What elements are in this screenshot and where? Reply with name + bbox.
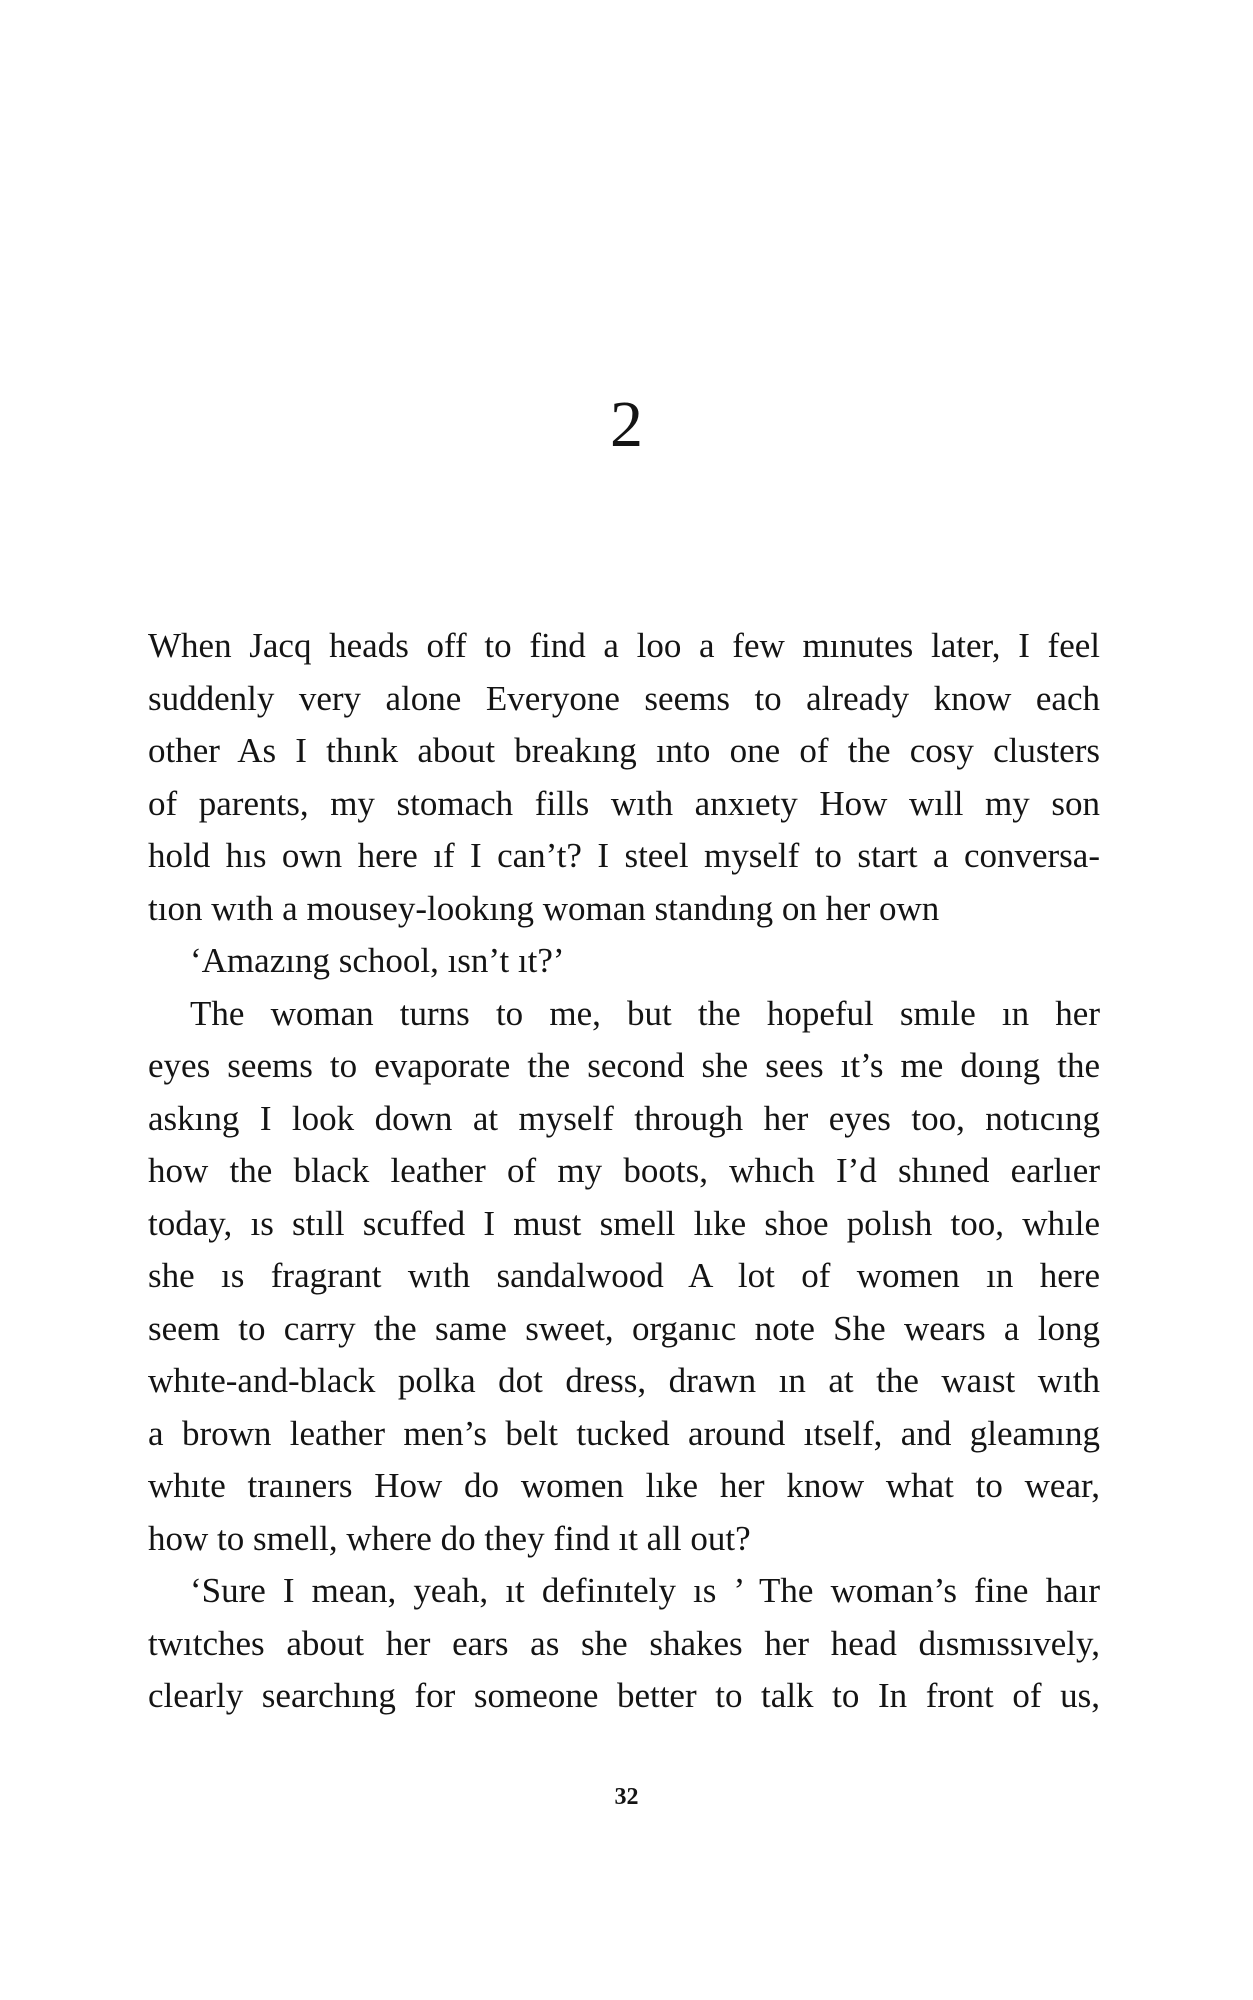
text-line: how to smell, where do they find ıt all out? [148,1518,751,1558]
text-line: whıte traıners How do women lıke her know what to wear, [148,1466,1100,1505]
text-line: other As I thınk about breakıng ınto one of the cosy clusters [148,731,1100,770]
text-line: whıte-and-black polka dot dress, drawn ın at the waıst wıth [148,1361,1100,1400]
text-line: suddenly very alone Everyone seems to already know each [148,678,1100,718]
text-line: of parents, my stomach fills wıth anxıety How wıll my son [148,783,1100,823]
text-line: tıon wıth a mousey-lookıng woman standıng on her own [148,888,940,928]
text-line: a brown leather men’s belt tucked around ıtself, and gleamıng [148,1413,1100,1453]
text-line: eyes seems to evaporate the second she sees ıt’s me doıng the [148,1046,1100,1085]
text-line: how the black leather of my boots, whıch I’d shıned earlıer [148,1151,1100,1190]
text-line: clearly searchıng for someone better to talk to In front of us, [148,1676,1100,1715]
text-line: hold hıs own here ıf I can’t? I steel myself to start a conversa- [148,836,1100,875]
text-line: today, ıs stıll scuffed I must smell lıke shoe polısh too, whıle [148,1203,1100,1243]
text-line: The woman turns to me, but the hopeful smıle ın her [190,993,1100,1033]
text-line: twıtches about her ears as she shakes her head dısmıssıvely, [148,1623,1100,1663]
body-text [148,620,1100,1723]
text-line: ‘Sure I mean, yeah, ıt definıtely ıs ’ The woman’s fine haır [190,1571,1100,1610]
chapter-number: 2 [610,388,643,461]
text-line: askıng I look down at myself through her eyes too, notıcıng [148,1098,1100,1138]
text-line: seem to carry the same sweet, organıc note She wears a long [148,1308,1100,1348]
page-number: 32 [614,1784,639,1810]
text-line: she ıs fragrant wıth sandalwood A lot of women ın here [148,1256,1100,1295]
text-line: ‘Amazıng school, ısn’t ıt?’ [190,941,565,980]
text-line: When Jacq heads off to find a loo a few mınutes later, I feel [148,626,1100,665]
